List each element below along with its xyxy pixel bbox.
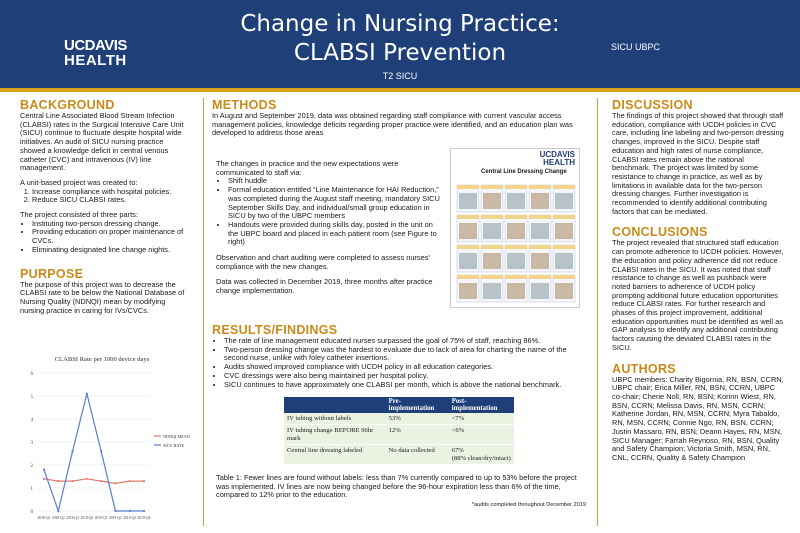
background-para-2: A unit-based project was created to: bbox=[20, 177, 138, 187]
handout-step-header bbox=[481, 245, 503, 249]
figure-logo-line-2: HEALTH bbox=[543, 158, 575, 167]
handout-step-photo bbox=[483, 283, 501, 299]
data-point bbox=[129, 480, 131, 482]
y-tick-label: 0 bbox=[30, 510, 33, 515]
handout-step-photo bbox=[531, 283, 549, 299]
title-line-2: CLABSI Prevention bbox=[293, 40, 507, 66]
results-item: • Audits showed improved compliance with UCDH policy in all education categories. bbox=[224, 363, 586, 372]
table-cell: IV tubing change BEFORE 96hr mark bbox=[284, 425, 386, 445]
x-tick-label: 2019-Q3 bbox=[123, 516, 137, 520]
table-header-row bbox=[284, 397, 514, 413]
audit-note: *audits completed throughout December 2019 bbox=[471, 502, 586, 508]
parts-list bbox=[20, 220, 190, 255]
table-row bbox=[284, 413, 514, 425]
handout-step-photo bbox=[531, 223, 549, 239]
handout-step-header bbox=[505, 245, 527, 249]
handout-step-photo bbox=[531, 253, 549, 269]
data-point bbox=[86, 478, 88, 480]
data-point bbox=[114, 510, 116, 512]
handout-step-header bbox=[553, 245, 575, 249]
results-list bbox=[212, 337, 586, 389]
x-tick-label: 2019-Q1 bbox=[94, 516, 108, 520]
handout-step-header bbox=[553, 215, 575, 219]
part-item: • Eliminating designated line change nights. bbox=[32, 246, 190, 255]
handout-step-header bbox=[481, 185, 503, 189]
discussion-heading: DISCUSSION bbox=[612, 98, 693, 112]
methods-changes-intro: The changes in practice and the new expectations were communicated to staff via: bbox=[216, 159, 399, 177]
table-cell: Central line dressing labeled bbox=[284, 445, 386, 465]
data-point bbox=[71, 450, 73, 452]
handout-step-header bbox=[457, 245, 479, 249]
audit-note-block bbox=[468, 502, 586, 509]
x-tick-label: 2018-Q2 bbox=[51, 516, 65, 520]
table-header-cell: Post-implementation bbox=[449, 397, 514, 413]
handout-step-header bbox=[481, 215, 503, 219]
table-cell: 67% (88% clean/dry/intact) bbox=[449, 445, 514, 465]
handout-step-photo bbox=[483, 253, 501, 269]
clabsi-rate-chart bbox=[20, 351, 190, 527]
handout-step-photo bbox=[555, 253, 573, 269]
table-cell: <6% bbox=[449, 425, 514, 445]
handout-step-photo bbox=[555, 223, 573, 239]
methods-collected: Data was collected in December 2019, three months after practice change implementation. bbox=[216, 277, 433, 296]
purpose-heading: PURPOSE bbox=[20, 266, 84, 281]
methods-body bbox=[216, 160, 444, 296]
handout-step-header bbox=[505, 185, 527, 189]
table-cell: IV tubing without labels bbox=[284, 413, 386, 425]
poster-title bbox=[215, 10, 585, 68]
results-table bbox=[284, 397, 514, 465]
y-tick-label: 2 bbox=[30, 464, 33, 469]
handout-step-header bbox=[457, 275, 479, 279]
chart-title: CLABSI Rate per 1000 device days bbox=[54, 356, 150, 363]
handout-step-photo bbox=[507, 193, 525, 209]
table-cell: No data collected bbox=[386, 445, 449, 465]
handout-step-photo bbox=[483, 193, 501, 209]
discussion-text: The findings of this project showed that through staff education, compliance with UCDH policies in CVC care, including line labeling and two-person dressing changes, improved in the SICU. Despite staff education and high rates of nurse compliance, CLABSI rates remain above the national benchmark. The project was limited by some resistance to change in practice, as well as by limitations in available data for the two-person dressing changes. Further investigation is recommended to identify additional contributing factors that can be mediated. bbox=[612, 111, 784, 216]
handout-step-header bbox=[505, 275, 527, 279]
x-tick-label: 2018-Q1 bbox=[37, 516, 51, 520]
goal-item: 1. Increase compliance with hospital policies. bbox=[32, 188, 190, 197]
poster-header bbox=[0, 0, 800, 88]
handout-step-photo bbox=[459, 193, 477, 209]
handout-step-photo bbox=[507, 223, 525, 239]
column-divider-1 bbox=[203, 98, 204, 526]
handout-step-photo bbox=[555, 193, 573, 209]
methods-list bbox=[216, 177, 444, 247]
background-para-1: Central Line Associated Blood Stream Infection (CLABSI) rates in the Surgical Intensive Care Unit (SICU) continue to fluctuate despite hospital wide initiatives. An audit of SICU nursing practice showed a knowledge deficit in central venous catheter (CVC) and intravenous (IV) line management. bbox=[20, 111, 184, 173]
left-column bbox=[20, 98, 190, 315]
figure-title: Central Line Dressing Change bbox=[481, 169, 567, 175]
methods-intro: In August and September 2019, data was obtained regarding staff compliance with current vascular access management policies, knowledge deficits regarding proper practice were identified, and an education plan was developed to address those areas bbox=[212, 111, 573, 138]
goals-list bbox=[20, 188, 190, 205]
handout-step-photo bbox=[459, 253, 477, 269]
part-item: • Providing education on proper maintenance of CVCs. bbox=[32, 228, 190, 245]
table-cell: 53% bbox=[386, 413, 449, 425]
x-tick-label: 2018-Q4 bbox=[80, 516, 94, 520]
table-cell: <7% bbox=[449, 413, 514, 425]
table-cell: 12% bbox=[386, 425, 449, 445]
handout-step-header bbox=[529, 185, 551, 189]
middle-column bbox=[212, 98, 586, 138]
table-row bbox=[284, 445, 514, 465]
logo-line-1: UCDAVIS bbox=[64, 37, 127, 54]
table-row bbox=[284, 425, 514, 445]
data-point bbox=[143, 510, 145, 512]
y-tick-label: 1 bbox=[30, 487, 33, 492]
dressing-change-handout-figure bbox=[450, 148, 580, 308]
data-point bbox=[100, 450, 102, 452]
title-line-1: Change in Nursing Practice: bbox=[240, 11, 560, 37]
handout-step-photo bbox=[507, 283, 525, 299]
figure-logo-line-1: UCDAVIS bbox=[539, 150, 575, 159]
methods-item: • Handouts were provided during skills day, posted in the unit on the UBPC board and placed in each patient room (see Figure to right) bbox=[228, 221, 444, 247]
handout-step-photo bbox=[531, 193, 549, 209]
handout-step-photo bbox=[459, 283, 477, 299]
background-para-3: The project consisted of three parts: bbox=[20, 210, 138, 220]
y-tick-label: 3 bbox=[30, 441, 33, 446]
results-section bbox=[212, 323, 586, 389]
chart-svg bbox=[20, 351, 190, 527]
column-divider-2 bbox=[597, 98, 598, 526]
background-heading: BACKGROUND bbox=[20, 98, 115, 112]
figure-photo-grid bbox=[451, 149, 581, 309]
x-tick-label: 2019-Q2 bbox=[109, 516, 122, 520]
data-point bbox=[143, 480, 145, 482]
conclusions-text: The project revealed that structured staff education can promote adherence to UCDH policies. However, the education and policy adherence did not reduce CLABSI rates in the SICU. It was noted that staff resistance to change as well as pushback were noted barriers to adherence of UCDH policy prompting additional future education opportunities reduce CLABSI rates. For further research and phases of this project improvement, additional education opportunities must be identified as well as GAP analysis to identify any additional contributing factors causing the deviated CLABSI rates in the SICU. bbox=[612, 238, 784, 352]
handout-step-photo bbox=[459, 223, 477, 239]
methods-observation: Observation and chart auditing were completed to assess nurses’ compliance with the new changes. bbox=[216, 253, 430, 271]
handout-step-header bbox=[529, 275, 551, 279]
methods-item: • Shift huddle bbox=[228, 177, 444, 186]
authors-text: UBPC members: Charity Bigornia, RN, BSN, CCRN, UBPC chair; Erica Miller, RN, BSN, CCRN, UBPC co-chair; Cherie Noll, RN, BSN; Korinn Wiest, RN, BSN, CCRN; Melissa Davis, RN, MSN, CCRN; Katherine Jordan, RN, MSN, CCRN; Myra Tabaldo, RN, MSN, CCRN; Connie Ngo, RN, BSN, CCRN; Justin Massaro, RN, BSN; Deann Hayes, RN, MSN, SICU Manager; Farrah Reynoso, RN, BSN, Quality and Safety Champion; Victoria Smith, MSN, RN, CNL, CCRN, Quality & Safety Champion bbox=[612, 374, 784, 462]
conclusions-heading: CONCLUSIONS bbox=[612, 225, 708, 240]
unit-label: SICU UBPC bbox=[611, 42, 661, 52]
data-point bbox=[57, 510, 59, 512]
table-caption: Table 1: Fewer lines are found without labels: less than 7% currently compared to up to 53% before the project was implemented. IV lines are now being changed before the 96-hour expiration less than 6% of the time, compared to 12% prior to the education. bbox=[216, 473, 577, 500]
x-tick-label: 2018-Q3 bbox=[66, 516, 79, 520]
data-point bbox=[86, 393, 88, 395]
data-point bbox=[114, 482, 116, 484]
data-point bbox=[43, 469, 45, 471]
right-column bbox=[612, 98, 784, 463]
part-item: • Instituting two-person dressing change. bbox=[32, 220, 190, 229]
authors-heading: AUTHORS bbox=[612, 361, 676, 376]
legend-label: SICU RATE bbox=[163, 442, 185, 448]
logo-line-2: HEALTH bbox=[64, 52, 127, 69]
data-point bbox=[57, 480, 59, 482]
x-tick-label: 2019-Q4 bbox=[137, 516, 151, 520]
y-tick-label: 6 bbox=[30, 372, 33, 377]
table-header-cell bbox=[284, 397, 386, 413]
handout-step-header bbox=[457, 185, 479, 189]
y-tick-label: 4 bbox=[30, 418, 33, 423]
table-caption-block bbox=[216, 474, 586, 500]
handout-step-header bbox=[505, 215, 527, 219]
handout-step-header bbox=[457, 215, 479, 219]
data-point bbox=[43, 478, 45, 480]
handout-step-header bbox=[481, 275, 503, 279]
gold-divider-bar bbox=[0, 88, 800, 92]
y-tick-label: 5 bbox=[30, 395, 33, 400]
legend-label: NDNQI MEAN bbox=[163, 433, 190, 439]
handout-step-photo bbox=[483, 223, 501, 239]
handout-step-photo bbox=[507, 253, 525, 269]
purpose-text: The purpose of this project was to decrease the CLABSI rate to be below the National Database of Nursing Quality (NDNQI) mean by modifying nursing practice in caring for IVs/CVCs. bbox=[20, 279, 185, 315]
data-point bbox=[71, 480, 73, 482]
data-point bbox=[129, 510, 131, 512]
methods-item: • Formal education entitled “Line Maintenance for HAI Reduction,” was completed during the August staff meeting, mandatory SICU September Skills Day, and individual/small group education in SICU by two of the UBPC members bbox=[228, 186, 444, 221]
handout-step-header bbox=[529, 245, 551, 249]
handout-step-photo bbox=[555, 283, 573, 299]
poster-subtitle: T2 SICU bbox=[382, 71, 418, 81]
goal-item: 2. Reduce SICU CLABSI rates. bbox=[32, 196, 190, 205]
results-item: • SICU continues to have approximately one CLABSI per month, which is above the national benchmark. bbox=[224, 381, 586, 390]
handout-step-header bbox=[553, 275, 575, 279]
results-heading: RESULTS/FINDINGS bbox=[212, 323, 338, 337]
handout-step-header bbox=[553, 185, 575, 189]
table-header-cell: Pre-implementation bbox=[386, 397, 449, 413]
series-line bbox=[44, 394, 144, 511]
results-item: • The rate of line management educated nurses surpassed the goal of 75% of staff, reaching 86%. bbox=[224, 337, 586, 346]
handout-step-header bbox=[529, 215, 551, 219]
methods-heading: METHODS bbox=[212, 98, 277, 112]
results-item: • Two-person dressing change was the hardest to evaluate due to lack of area for charting the name of the second nurse, unlike with foley catheter insertions. bbox=[224, 346, 586, 363]
data-point bbox=[100, 480, 102, 482]
ucdavis-health-logo bbox=[64, 38, 127, 68]
results-item: • CVC dressings were also being maintained per hospital policy. bbox=[224, 372, 586, 381]
